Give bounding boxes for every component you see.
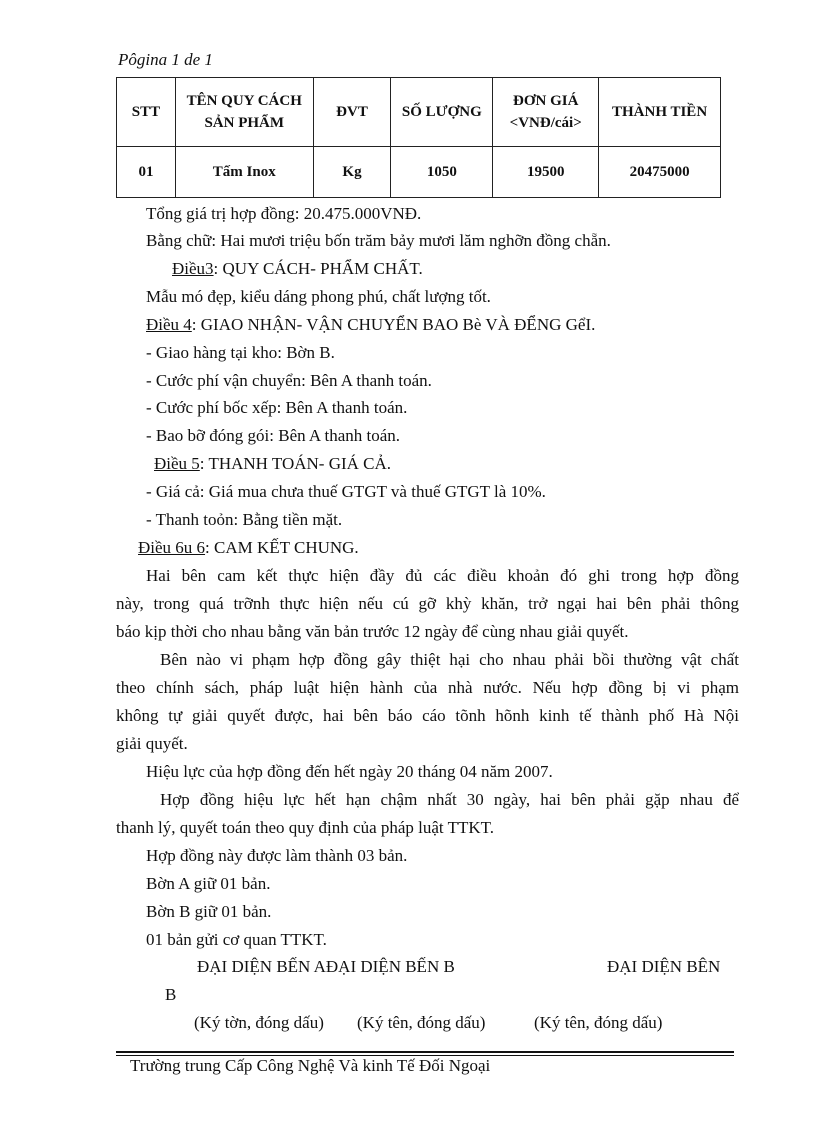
table-cell: 01 (117, 147, 176, 198)
delivery-line: - Giao hàng tại kho: Bờn B. (146, 343, 335, 362)
price-line: - Giá cả: Giá mua chưa thuế GTGT và thuế GTGT là 10%. (146, 482, 546, 501)
representative-ab: ĐẠI DIỆN BẾN AĐẠI DIỆN BẾN B (197, 957, 455, 976)
footer-school-name: Trường trung Cấp Công Nghệ Và kinh Tế Đối Ngoại (130, 1056, 491, 1075)
article-5-heading (154, 454, 391, 474)
article-4-label: Điều 4 (146, 315, 192, 334)
signature-note: (Ký tờn, đóng dấu) (194, 1013, 324, 1032)
copies-line: Bờn A giữ 01 bản. (146, 874, 271, 893)
product-table (116, 77, 721, 198)
article-4-title: : GIAO NHẬN- VẬN CHUYỂN BAO Bè VÀ ĐỂNG GểI. (191, 315, 596, 334)
representative-b: ĐẠI DIỆN BÊN (607, 957, 721, 976)
table-header: ĐVT (313, 78, 391, 147)
article-6-title: : CAM KẾT CHUNG. (205, 538, 359, 557)
validity-line: Hiệu lực của hợp đồng đến hết ngày 20 tháng 04 năm 2007. (146, 762, 553, 781)
table-header: SỐ LƯỢNG (391, 78, 493, 147)
expiry-line: thanh lý, quyết toán theo quy định của pháp luật TTKT. (116, 818, 495, 837)
representative-b-wrap: B (165, 985, 177, 1004)
total-value-line: Tổng giá trị hợp đồng: 20.475.000VNĐ. (146, 204, 422, 223)
commitment-line: này, trong quá trỡnh thực hiện nếu cú gỡ khỳ khăn, trở ngại hai bên phải thông (116, 594, 739, 613)
table-cell: Kg (313, 147, 391, 198)
signature-note: (Ký tên, đóng dấu) (357, 1013, 486, 1032)
expiry-line: Hợp đồng hiệu lực hết hạn chậm nhất 30 ngày, hai bên phải gặp nhau để (160, 790, 739, 809)
table-row (117, 147, 721, 198)
violation-line: không tự giải quyết được, hai bên báo cáo tõnh hõnh kinh tế thành phố Hà Nội (116, 706, 739, 725)
table-header: TÊN QUY CÁCH SẢN PHẨM (175, 78, 313, 147)
copies-line: Bờn B giữ 01 bản. (146, 902, 272, 921)
table-cell: 20475000 (599, 147, 721, 198)
article-5-label: Điều 5 (154, 454, 200, 473)
table-cell: 19500 (493, 147, 599, 198)
shipping-fee-line: - Cước phí vận chuyển: Bên A thanh toán. (146, 371, 432, 390)
violation-line: theo chính sách, pháp luật hiện hành của nhà nước. Nếu hợp đồng bị vi phạm (116, 678, 739, 697)
commitment-line: Hai bên cam kết thực hiện đầy đủ các điều khoản đó ghi trong hợp đồng (146, 566, 739, 585)
table-header: STT (117, 78, 176, 147)
page-label: Pôgina 1 de 1 (118, 50, 213, 69)
violation-line: Bên nào vi phạm hợp đồng gây thiệt hại cho nhau phải bồi thường vật chất (160, 650, 739, 669)
article-6-label: Điều 6u 6 (138, 538, 206, 557)
loading-fee-line: - Cước phí bốc xếp: Bên A thanh toán. (146, 398, 408, 417)
table-header: ĐƠN GIÁ <VNĐ/cái> (493, 78, 599, 147)
violation-line: giải quyết. (116, 734, 188, 753)
article-3-label: Điều3 (172, 259, 214, 278)
article-4-heading (146, 315, 595, 335)
signature-note: (Ký tên, đóng dấu) (534, 1013, 663, 1032)
packaging-line: - Bao bỡ đóng gói: Bên A thanh toán. (146, 426, 401, 445)
article-3-title: : QUY CÁCH- PHẨM CHẤT. (213, 259, 423, 278)
copies-line: Hợp đồng này được làm thành 03 bản. (146, 846, 408, 865)
table-header: THÀNH TIỀN (599, 78, 721, 147)
payment-line: - Thanh toỏn: Bằng tiền mặt. (146, 510, 343, 529)
article-3-heading (172, 259, 423, 279)
article-6-heading (138, 538, 359, 558)
copies-line: 01 bản gửi cơ quan TTKT. (146, 930, 327, 949)
table-header-row (117, 78, 721, 147)
article-5-title: : THANH TOÁN- GIÁ CẢ. (199, 454, 392, 473)
table-cell: 1050 (391, 147, 493, 198)
commitment-line: báo kịp thời cho nhau bằng văn bản trước 12 ngày để cùng nhau giải quyết. (116, 622, 629, 641)
amount-in-words-line: Bằng chữ: Hai mươi triệu bốn trăm bảy mươi lăm nghỡn đồng chẵn. (146, 231, 611, 250)
quality-line: Mẫu mó đẹp, kiểu dáng phong phú, chất lượng tốt. (146, 287, 491, 306)
table-cell: Tấm Inox (175, 147, 313, 198)
